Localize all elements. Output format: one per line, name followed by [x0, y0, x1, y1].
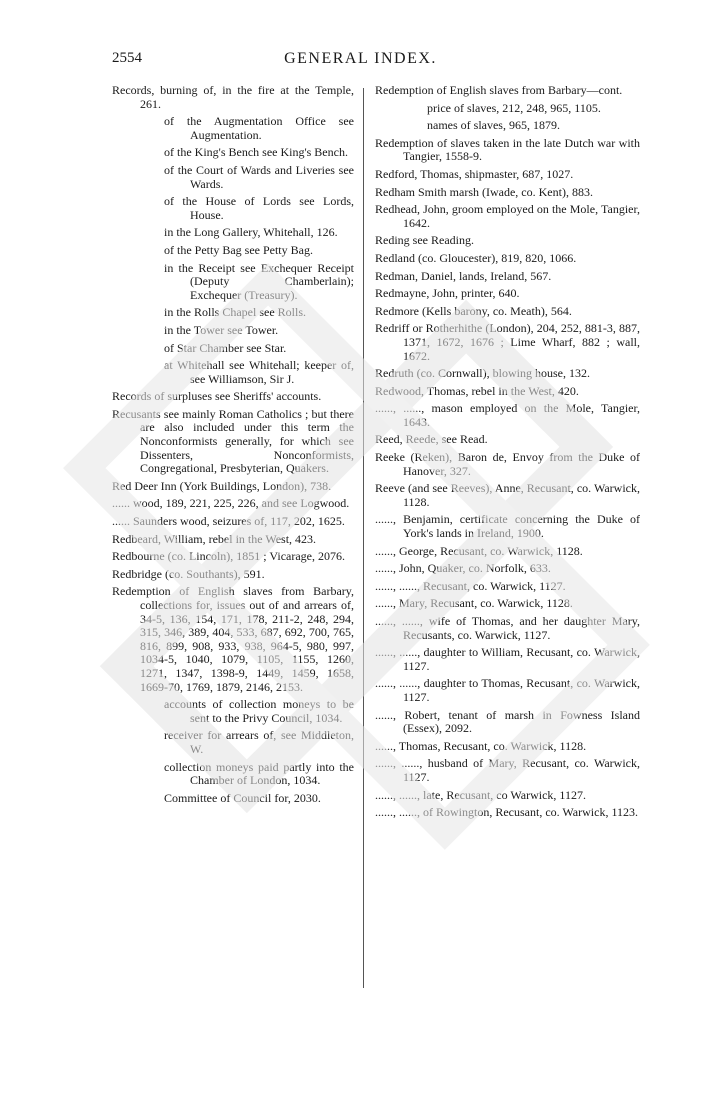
index-subentry: Committee of Council for, 2030.: [164, 790, 321, 805]
index-entry: Red Deer Inn (York Buildings, London), 738.: [112, 478, 332, 493]
index-entry: Redford, Thomas, shipmaster, 687, 1027.: [375, 166, 574, 181]
right-column: [375, 84, 640, 824]
index-entry: ......, George, Recusant, co. Warwick, 1128.: [375, 543, 583, 558]
index-entry: ......, ......, Recusant, co. Warwick, 1127.: [375, 578, 566, 593]
index-subentry: of the House of Lords see Lords, House.: [164, 194, 354, 222]
index-entry: ......, ......, daughter to Thomas, Recusant, co. Warwick, 1127.: [375, 676, 640, 704]
index-subentry: price of slaves, 212, 248, 965, 1105.: [427, 100, 601, 115]
index-entry: Redwood, Thomas, rebel in the West, 420.: [375, 383, 579, 398]
index-entry: ......, ......, husband of Mary, Recusant, co. Warwick, 1127.: [375, 756, 640, 784]
index-subentry: collection moneys paid partly into the Chamber of London, 1034.: [164, 759, 354, 788]
index-subentry: of the Petty Bag see Petty Bag.: [164, 242, 313, 257]
index-subentry: accounts of collection moneys to be sent to the Privy Council, 1034.: [164, 697, 354, 725]
index-entry: Redman, Daniel, lands, Ireland, 567.: [375, 268, 552, 283]
index-entry: Redbeard, William, rebel in the West, 423.: [112, 531, 317, 546]
index-entry: ......, ......, wife of Thomas, and her daughter Mary, Recusants, co. Warwick, 1127.: [375, 614, 640, 642]
index-entry: Records, burning of, in the fire at the Temple, 261.: [112, 83, 354, 111]
index-entry: Redemption of English slaves from Barbary, collections for, issues out of and arrears of, 34-5, 136, 154, 171, 178, 211-2, 248, 294, 315, 346, 389, 404, 533, 687, 692, 700, 765, 816, 899, 908, 933, 938, 964-5, 980, 997, 1034-5, 1040, 1079, 1105, 1155, 1260, 1271, 1347, 1398-9, 1449, 1459, 1658, 1669-70, 1769, 1879, 2146, 2153.: [112, 584, 354, 694]
index-entry: ...... Saunders wood, seizures of, 117, 202, 1625.: [112, 514, 345, 529]
index-subentry: in the Tower see Tower.: [164, 322, 279, 337]
index-subentry: in the Receipt see Exchequer Receipt (Deputy Chamberlain); Exchequer (Treasury).: [164, 260, 354, 302]
index-entry: ...... wood, 189, 221, 225, 226, and see Logwood.: [112, 496, 350, 511]
index-entry: Records of surpluses see Sheriffs' accounts.: [112, 389, 322, 404]
index-entry: Reeve (and see Reeves), Anne, Recusant, co. Warwick, 1128.: [375, 481, 640, 509]
index-entry: ......, ......, mason employed on the Mole, Tangier, 1643.: [375, 401, 640, 429]
column-divider: [363, 88, 364, 988]
index-entry: Redemption of slaves taken in the late Dutch war with Tangier, 1558-9.: [375, 135, 640, 164]
index-subentry: names of slaves, 965, 1879.: [427, 118, 560, 133]
index-entry: ......, Robert, tenant of marsh in Fowness Island (Essex), 2092.: [375, 707, 640, 736]
index-entry: Reding see Reading.: [375, 233, 474, 248]
index-entry: Reeke (Reken), Baron de, Envoy from the Duke of Hanover, 327.: [375, 450, 640, 478]
index-entry: Redmore (Kells barony, co. Meath), 564.: [375, 303, 572, 318]
index-entry: Redruth (co. Cornwall), blowing house, 132.: [375, 366, 590, 381]
index-entry: ......, ......, daughter to William, Recusant, co. Warwick, 1127.: [375, 645, 640, 673]
index-entry: ......, John, Quaker, co. Norfolk, 633.: [375, 561, 551, 576]
index-entry: Redland (co. Gloucester), 819, 820, 1066.: [375, 250, 577, 265]
index-entry: ......, ......, late, Recusant, co Warwick, 1127.: [375, 787, 586, 802]
index-subentry: of the King's Bench see King's Bench.: [164, 145, 348, 160]
index-entry: Redmayne, John, printer, 640.: [375, 286, 520, 301]
index-entry: Redhead, John, groom employed on the Mole, Tangier, 1642.: [375, 202, 640, 230]
index-subentry: receiver for arrears of, see Middleton, W.: [164, 728, 354, 756]
index-entry: Redemption of English slaves from Barbary—cont.: [375, 83, 623, 97]
index-entry: ......, Mary, Recusant, co. Warwick, 1128.: [375, 596, 573, 611]
page-number: 2554: [112, 50, 142, 66]
index-entry: Reed, Reede, see Read.: [375, 432, 488, 447]
index-entry: Redriff or Rotherhithe (London), 204, 252, 881-3, 887, 1371, 1672, 1676 ; Lime Wharf, 882 ; wall, 1672.: [375, 321, 640, 363]
index-entry: ......, ......, of Rowington, Recusant, co. Warwick, 1123.: [375, 805, 638, 820]
index-entry: ......, Benjamin, certificate concerning the Duke of York's lands in Ireland, 1900.: [375, 512, 640, 541]
index-subentry: of Star Chamber see Star.: [164, 340, 287, 355]
index-entry: Recusants see mainly Roman Catholics ; but there are also included under this term the Nonconformists generally, for which see Dissenters, Nonconformists, Congregational, Presbyterian, Quakers.: [112, 406, 354, 476]
index-subentry: in the Long Gallery, Whitehall, 126.: [164, 225, 338, 240]
index-entry: Redham Smith marsh (Iwade, co. Kent), 883.: [375, 184, 593, 199]
index-entry: Redbridge (co. Southants), 591.: [112, 566, 265, 581]
index-subentry: of the Augmentation Office see Augmentation.: [164, 114, 354, 142]
left-column: [112, 84, 354, 809]
index-subentry: of the Court of Wards and Liveries see Wards.: [164, 162, 354, 191]
index-subentry: in the Rolls Chapel see Rolls.: [164, 305, 306, 320]
index-entry: Redbourne (co. Lincoln), 1851 ; Vicarage, 2076.: [112, 549, 345, 564]
page-title: GENERAL INDEX.: [284, 50, 437, 67]
index-subentry: at Whitehall see Whitehall; keeper of, see Williamson, Sir J.: [164, 358, 354, 386]
index-entry: ......, Thomas, Recusant, co. Warwick, 1128.: [375, 738, 587, 753]
